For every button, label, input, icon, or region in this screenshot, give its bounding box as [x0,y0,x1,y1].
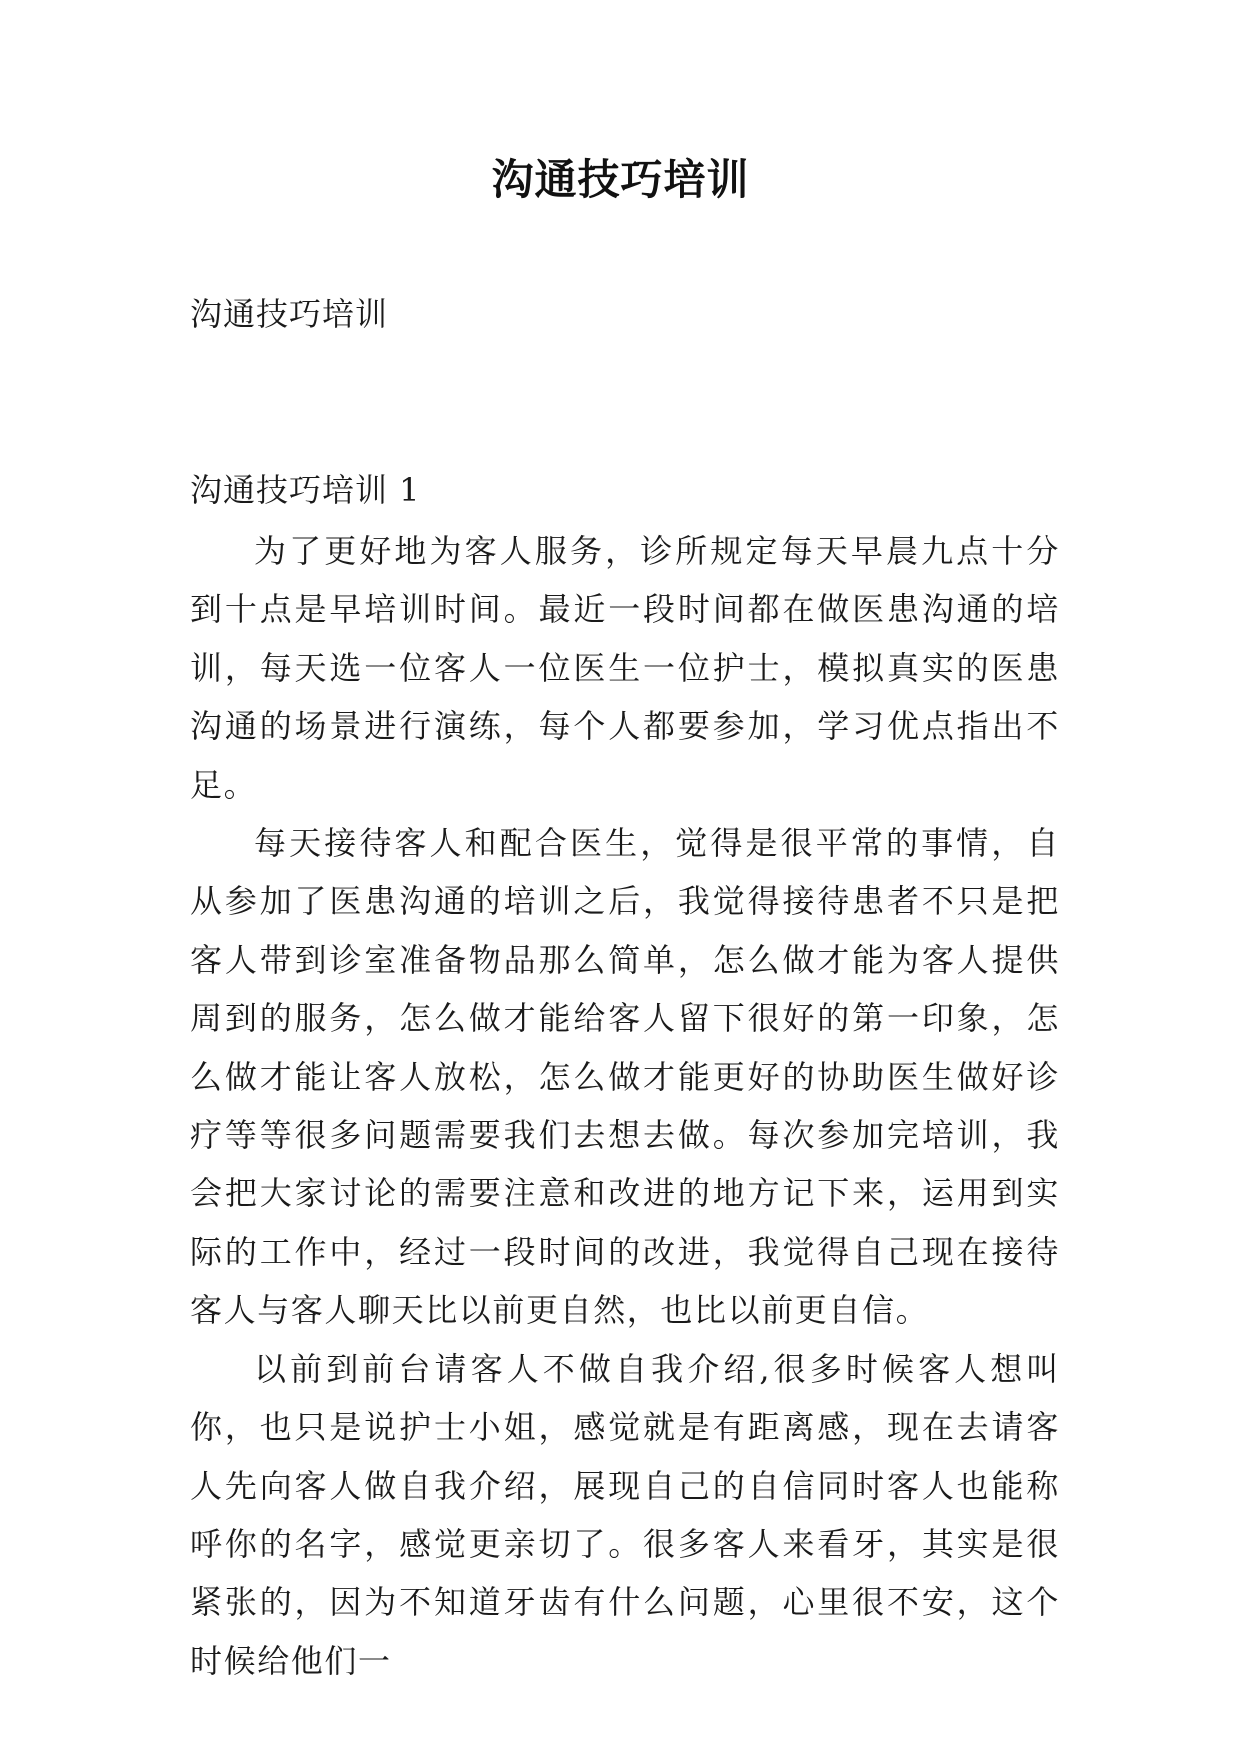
document-title: 沟通技巧培训 [491,155,750,204]
paragraph: 以前到前台请客人不做自我介绍,很多时候客人想叫你，也只是说护士小姐，感觉就是有距离感，现在去请客人先向客人做自我介绍，展现自己的自信同时客人也能称呼你的名字，感觉更亲切了。很多客人来看牙，其实是很紧张的，因为不知道牙齿有什么问题，心里很不安，这个时候给他们一 [190,1349,1060,1680]
paragraph: 每天接待客人和配合医生，觉得是很平常的事情，自从参加了医患沟通的培训之后，我觉得接待患者不只是把客人带到诊室准备物品那么简单，怎么做才能为客人提供周到的服务，怎么做才能给客人留下很好的第一印象，怎么做才能让客人放松，怎么做才能更好的协助医生做好诊疗等等很多问题需要我们去想去做。每次参加完培训，我会把大家讨论的需要注意和改进的地方记下来，运用到实际的工作中，经过一段时间的改进，我觉得自己现在接待客人与客人聊天比以前更自然，也比以前更自信。 [190,824,1060,1330]
document-subtitle: 沟通技巧培训 [190,295,389,333]
section-heading: 沟通技巧培训 1 [190,471,421,509]
paragraph: 为了更好地为客人服务，诊所规定每天早晨九点十分到十点是早培训时间。最近一段时间都在做医患沟通的培训，每天选一位客人一位医生一位护士，模拟真实的医患沟通的场景进行演练，每个人都要参加，学习优点指出不足。 [190,532,1060,804]
document-body [190,522,1060,1690]
